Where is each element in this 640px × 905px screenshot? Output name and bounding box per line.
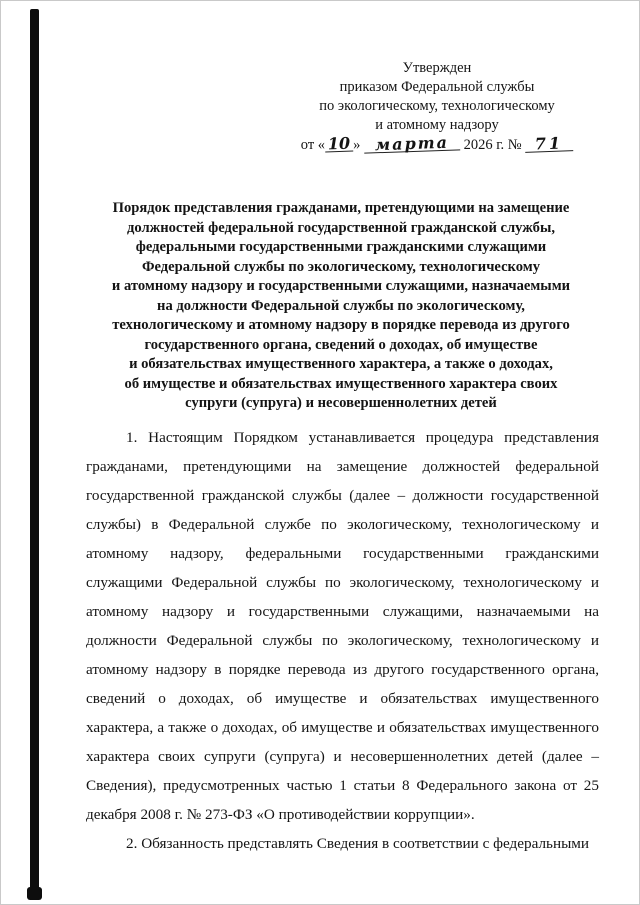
title-line: и обязательствах имущественного характера, а также о доходах, <box>129 356 553 372</box>
date-prefix: от « <box>300 137 326 153</box>
approval-line: Утвержден <box>402 60 472 76</box>
title-line: Порядок представления гражданами, претендующими на замещение <box>112 200 570 216</box>
title-line: технологическому и атомному надзору в порядке перевода из другого <box>112 317 570 333</box>
approval-line: приказом Федеральной службы <box>339 79 535 95</box>
title-line: федеральными государственными гражданскими служащими <box>135 239 547 255</box>
title-line: государственного органа, сведений о доходах, об имуществе <box>144 336 538 353</box>
handwritten-month: марта <box>364 135 460 153</box>
paragraph-2: 2. Обязанность представлять Сведения в соответствии с федеральными <box>126 835 590 852</box>
paragraph-1: 1. Настоящим Порядком устанавливается процедура представления гражданами, претендующими на замещение должностей федеральной государственной гражданской службы (далее – должности государственной службы) в Федеральной службе по экологическому, технологическому и атомному надзору, федеральными государственными гражданскими служащими Федеральной службы по экологическому, технологическому и атомному надзору и государственными служащими, назначаемыми на должности Федеральной службы по экологическому, технологическому и атомному надзору в порядке перевода из другого государственного органа, сведений о доходах, об имуществе и обязательствах имущественного характера, а также о доходах, об имуществе и обязательствах имущественного характера своих супруги (супруга) и несовершеннолетних детей (далее – Сведения), предусмотренных частью 1 статьи 8 Федерального закона от 25 декабря 2008 г. № 273-ФЗ «О противодействии коррупции». <box>86 429 599 823</box>
handwritten-number: 71 <box>525 136 573 153</box>
scan-artifact-bottom-mark <box>27 887 42 900</box>
date-close-quote: » <box>353 137 361 153</box>
title-line: супруги (супруга) и несовершеннолетних детей <box>185 395 497 411</box>
date-year: 2026 г. № <box>463 137 522 153</box>
title-line: Федеральной службы по экологическому, технологическому <box>141 258 541 275</box>
scan-artifact-left-bar <box>30 9 39 889</box>
document-body <box>86 423 599 858</box>
approval-date-line <box>277 132 597 155</box>
approval-line: по экологическому, технологическому <box>319 98 555 114</box>
title-line: и атомному надзору и государственными служащими, назначаемыми <box>111 278 571 294</box>
approval-line: и атомному надзору <box>375 117 499 133</box>
title-line: должностей федеральной государственной гражданской службы, <box>126 219 556 236</box>
title-line: на должности Федеральной службы по экологическому, <box>157 297 525 314</box>
handwritten-day: 10 <box>325 137 354 153</box>
title-line: об имуществе и обязательствах имущественного характера своих <box>124 375 558 392</box>
approval-block <box>277 59 597 155</box>
document-title <box>79 199 603 414</box>
